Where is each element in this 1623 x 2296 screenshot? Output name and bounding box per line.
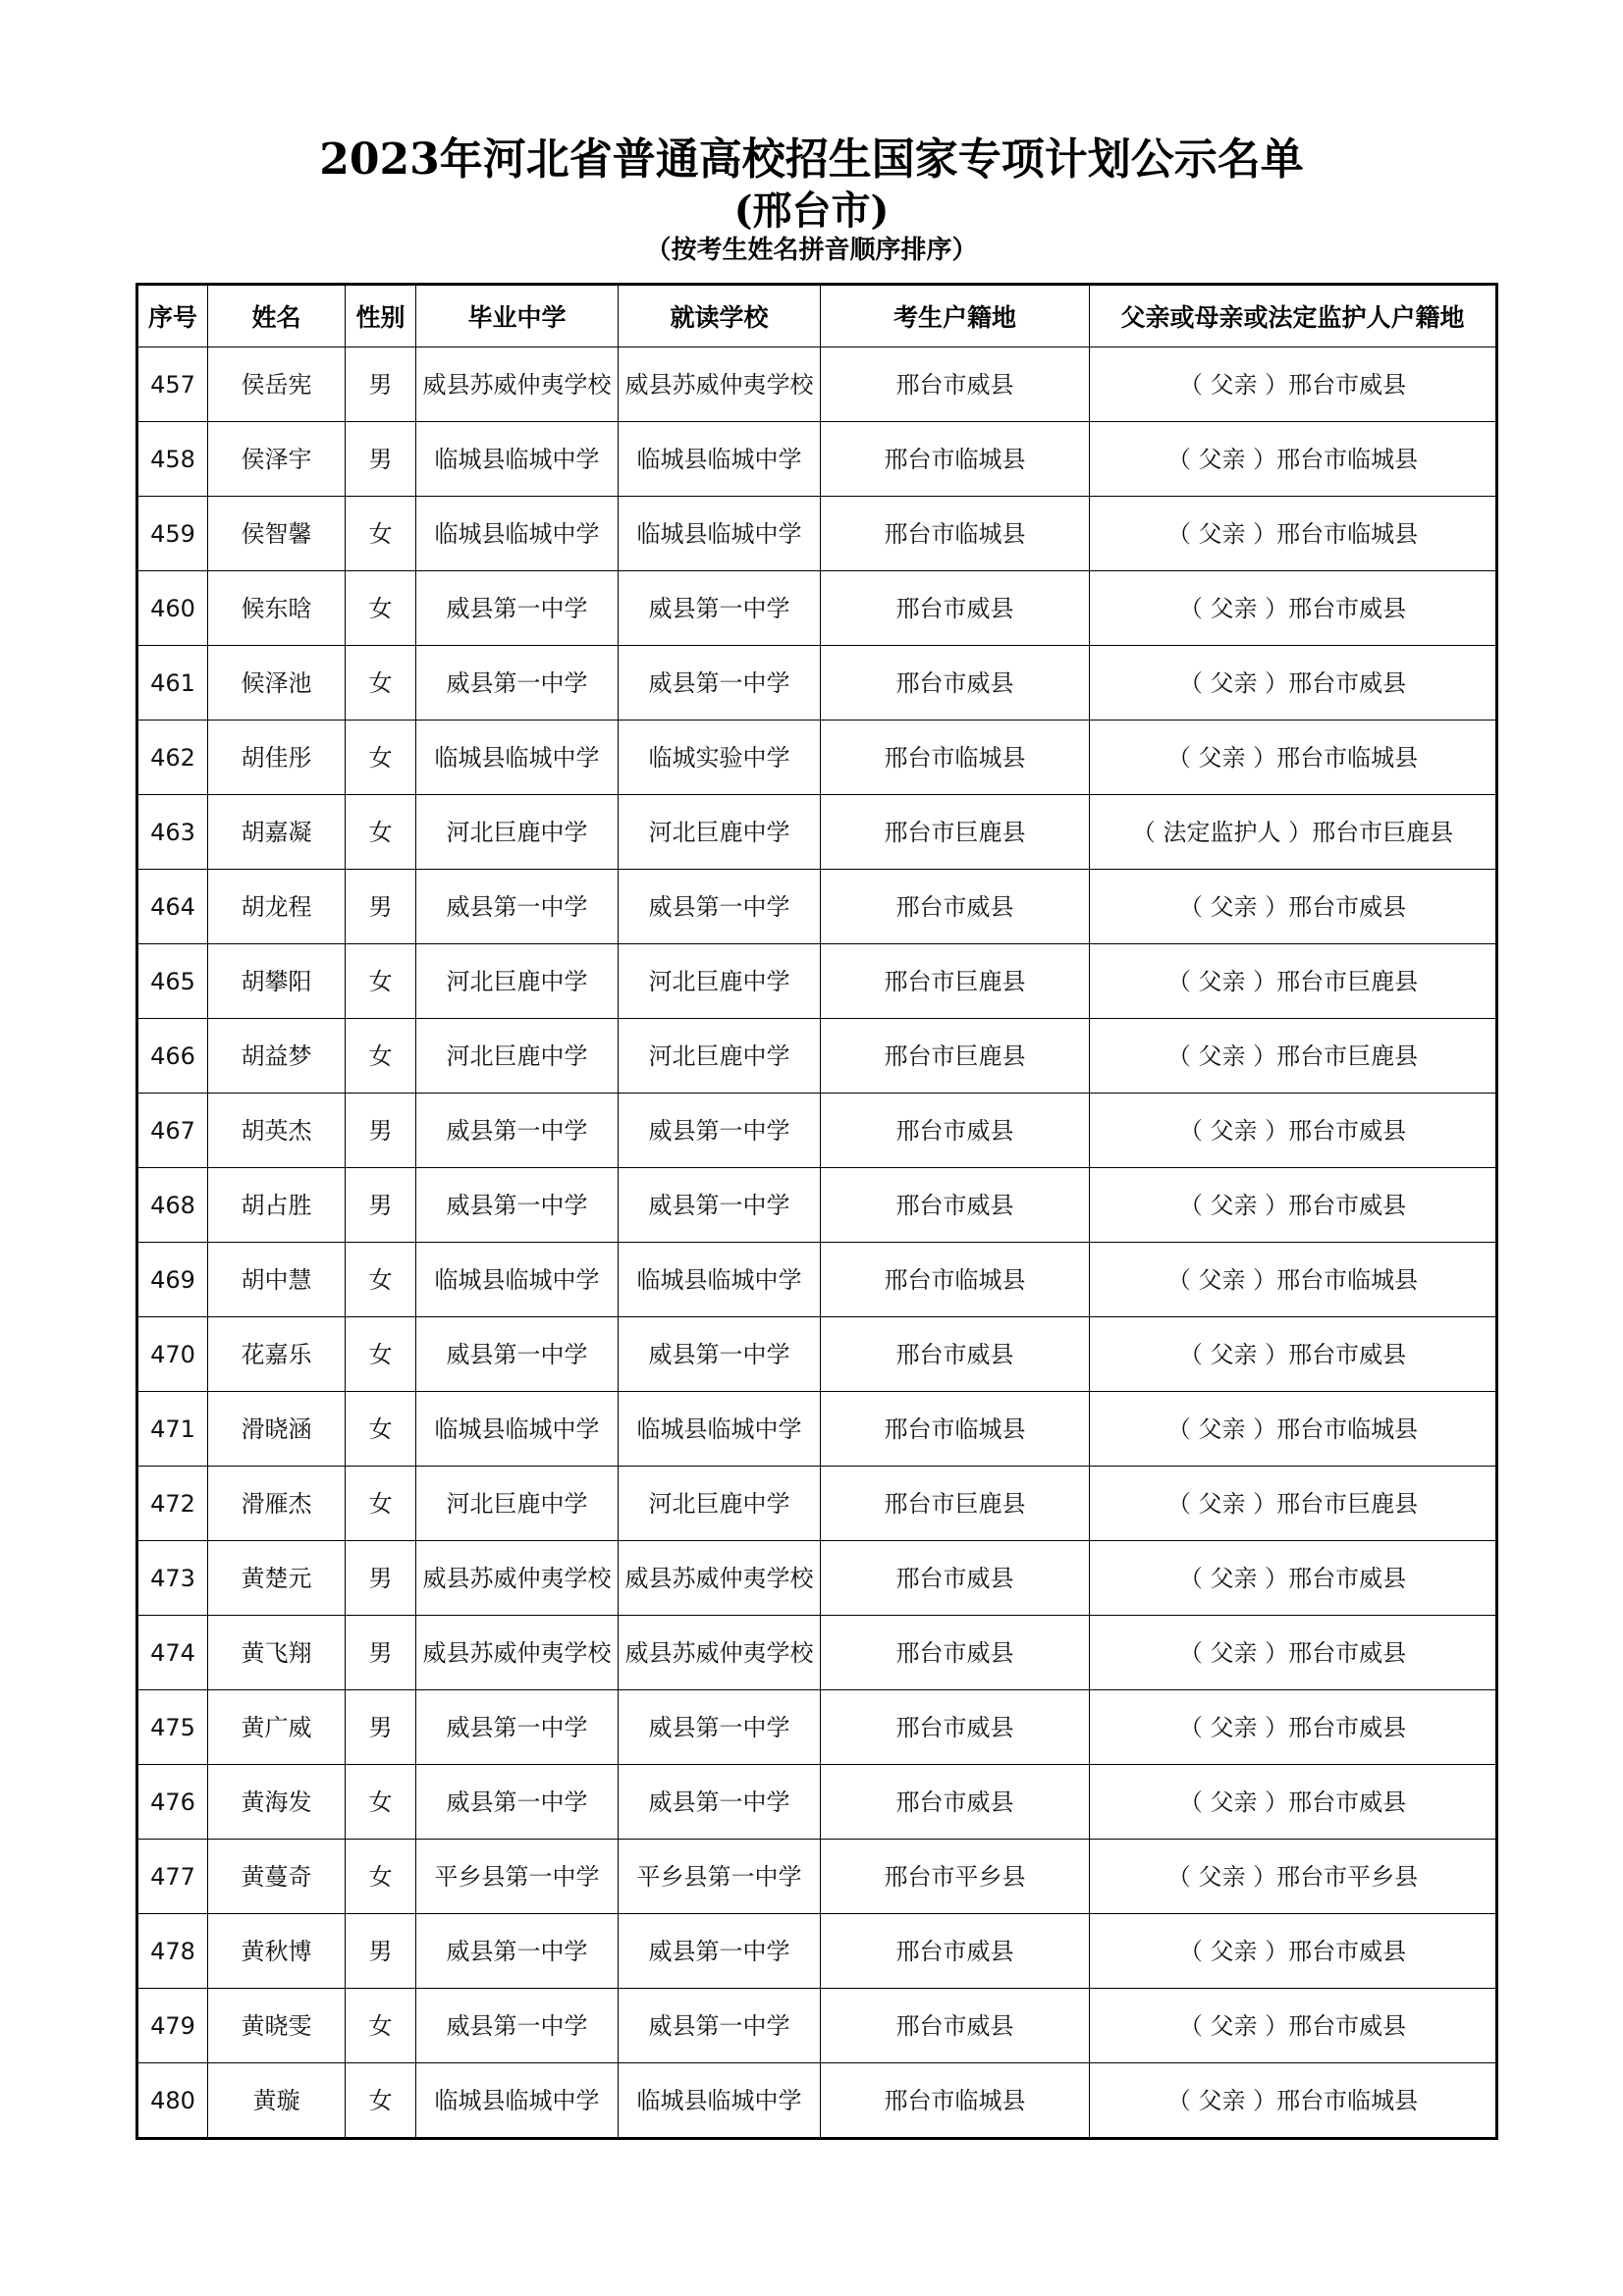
- current-school-cell: 威县第一中学: [619, 870, 821, 944]
- graduation-school-cell: 临城县临城中学: [416, 497, 619, 571]
- current-school-cell: 威县第一中学: [619, 1094, 821, 1168]
- graduation-school-cell: 河北巨鹿中学: [416, 795, 619, 870]
- guardian-household-cell: （ 父亲 ）邢台市平乡县: [1090, 1840, 1497, 1914]
- table-row: [137, 1392, 1497, 1467]
- table-row: [137, 1840, 1497, 1914]
- student-household-cell: 邢台市巨鹿县: [821, 1019, 1090, 1094]
- name-cell: 胡英杰: [208, 1094, 346, 1168]
- seq-cell: 474: [137, 1616, 208, 1690]
- graduation-school-cell: 威县第一中学: [416, 646, 619, 721]
- graduation-school-cell: 威县第一中学: [416, 1317, 619, 1392]
- table-row: [137, 1690, 1497, 1765]
- student-household-cell: 邢台市威县: [821, 1094, 1090, 1168]
- graduation-school-cell: 临城县临城中学: [416, 1392, 619, 1467]
- seq-cell: 466: [137, 1019, 208, 1094]
- student-household-cell: 邢台市威县: [821, 1616, 1090, 1690]
- student-household-cell: 邢台市威县: [821, 646, 1090, 721]
- current-school-cell: 河北巨鹿中学: [619, 795, 821, 870]
- current-school-cell: 威县第一中学: [619, 1168, 821, 1243]
- gender-cell: 女: [346, 1317, 416, 1392]
- table-row: [137, 1019, 1497, 1094]
- name-cell: 胡益梦: [208, 1019, 346, 1094]
- gender-cell: 女: [346, 1467, 416, 1541]
- header-name: 姓名: [208, 285, 346, 347]
- student-household-cell: 邢台市临城县: [821, 1243, 1090, 1317]
- current-school-cell: 临城实验中学: [619, 721, 821, 795]
- gender-cell: 男: [346, 1094, 416, 1168]
- seq-cell: 470: [137, 1317, 208, 1392]
- header-student-household: 考生户籍地: [821, 285, 1090, 347]
- guardian-household-cell: （ 父亲 ）邢台市临城县: [1090, 2063, 1497, 2139]
- admission-list-table: [135, 283, 1498, 2140]
- table-row: [137, 2063, 1497, 2139]
- guardian-household-cell: （ 父亲 ）邢台市威县: [1090, 870, 1497, 944]
- name-cell: 花嘉乐: [208, 1317, 346, 1392]
- current-school-cell: 威县苏威仲夷学校: [619, 1541, 821, 1616]
- guardian-household-cell: （ 父亲 ）邢台市临城县: [1090, 1392, 1497, 1467]
- gender-cell: 男: [346, 1541, 416, 1616]
- current-school-cell: 河北巨鹿中学: [619, 1467, 821, 1541]
- table-row: [137, 646, 1497, 721]
- name-cell: 黄晓雯: [208, 1989, 346, 2063]
- student-household-cell: 邢台市巨鹿县: [821, 795, 1090, 870]
- guardian-household-cell: （ 父亲 ）邢台市威县: [1090, 571, 1497, 646]
- document-subtitle: (邢台市): [733, 187, 890, 234]
- name-cell: 黄楚元: [208, 1541, 346, 1616]
- graduation-school-cell: 威县第一中学: [416, 1989, 619, 2063]
- graduation-school-cell: 临城县临城中学: [416, 2063, 619, 2139]
- document-title: 2023年河北省普通高校招生国家专项计划公示名单: [319, 134, 1304, 185]
- seq-cell: 477: [137, 1840, 208, 1914]
- graduation-school-cell: 威县第一中学: [416, 1765, 619, 1840]
- gender-cell: 女: [346, 571, 416, 646]
- student-household-cell: 邢台市威县: [821, 1690, 1090, 1765]
- seq-cell: 463: [137, 795, 208, 870]
- guardian-household-cell: （ 父亲 ）邢台市威县: [1090, 1690, 1497, 1765]
- seq-cell: 471: [137, 1392, 208, 1467]
- student-household-cell: 邢台市临城县: [821, 1392, 1090, 1467]
- student-household-cell: 邢台市临城县: [821, 422, 1090, 497]
- graduation-school-cell: 河北巨鹿中学: [416, 1467, 619, 1541]
- table-row: [137, 1616, 1497, 1690]
- student-household-cell: 邢台市威县: [821, 1765, 1090, 1840]
- student-household-cell: 邢台市巨鹿县: [821, 944, 1090, 1019]
- seq-cell: 472: [137, 1467, 208, 1541]
- seq-cell: 465: [137, 944, 208, 1019]
- guardian-household-cell: （ 父亲 ）邢台市威县: [1090, 1914, 1497, 1989]
- student-household-cell: 邢台市威县: [821, 571, 1090, 646]
- name-cell: 胡攀阳: [208, 944, 346, 1019]
- graduation-school-cell: 威县第一中学: [416, 1094, 619, 1168]
- table-row: [137, 870, 1497, 944]
- seq-cell: 468: [137, 1168, 208, 1243]
- current-school-cell: 临城县临城中学: [619, 1243, 821, 1317]
- graduation-school-cell: 河北巨鹿中学: [416, 944, 619, 1019]
- current-school-cell: 威县苏威仲夷学校: [619, 1616, 821, 1690]
- current-school-cell: 临城县临城中学: [619, 2063, 821, 2139]
- gender-cell: 女: [346, 497, 416, 571]
- graduation-school-cell: 威县第一中学: [416, 571, 619, 646]
- gender-cell: 女: [346, 2063, 416, 2139]
- seq-cell: 462: [137, 721, 208, 795]
- current-school-cell: 威县第一中学: [619, 571, 821, 646]
- graduation-school-cell: 威县苏威仲夷学校: [416, 1616, 619, 1690]
- student-household-cell: 邢台市威县: [821, 1317, 1090, 1392]
- header-guardian-household: 父亲或母亲或法定监护人户籍地: [1090, 285, 1497, 347]
- table-row: [137, 1541, 1497, 1616]
- table-row: [137, 1914, 1497, 1989]
- name-cell: 胡占胜: [208, 1168, 346, 1243]
- name-cell: 候东晗: [208, 571, 346, 646]
- current-school-cell: 威县第一中学: [619, 1317, 821, 1392]
- gender-cell: 男: [346, 870, 416, 944]
- seq-cell: 464: [137, 870, 208, 944]
- gender-cell: 男: [346, 1690, 416, 1765]
- name-cell: 胡佳彤: [208, 721, 346, 795]
- table-body: [137, 347, 1497, 2139]
- student-household-cell: 邢台市威县: [821, 1541, 1090, 1616]
- name-cell: 滑雁杰: [208, 1467, 346, 1541]
- guardian-household-cell: （ 父亲 ）邢台市威县: [1090, 347, 1497, 422]
- student-household-cell: 邢台市威县: [821, 870, 1090, 944]
- table-row: [137, 347, 1497, 422]
- name-cell: 胡嘉凝: [208, 795, 346, 870]
- table-row: [137, 1467, 1497, 1541]
- sort-note: （按考生姓名拼音顺序排序）: [645, 236, 978, 265]
- gender-cell: 女: [346, 1765, 416, 1840]
- student-household-cell: 邢台市威县: [821, 1168, 1090, 1243]
- gender-cell: 男: [346, 347, 416, 422]
- gender-cell: 女: [346, 721, 416, 795]
- table-row: [137, 422, 1497, 497]
- student-household-cell: 邢台市临城县: [821, 497, 1090, 571]
- gender-cell: 女: [346, 1243, 416, 1317]
- table-row: [137, 1765, 1497, 1840]
- graduation-school-cell: 河北巨鹿中学: [416, 1019, 619, 1094]
- student-household-cell: 邢台市平乡县: [821, 1840, 1090, 1914]
- seq-cell: 459: [137, 497, 208, 571]
- seq-cell: 469: [137, 1243, 208, 1317]
- name-cell: 黄广威: [208, 1690, 346, 1765]
- seq-cell: 460: [137, 571, 208, 646]
- table-row: [137, 1168, 1497, 1243]
- table-row: [137, 795, 1497, 870]
- graduation-school-cell: 威县第一中学: [416, 1690, 619, 1765]
- guardian-household-cell: （ 父亲 ）邢台市威县: [1090, 646, 1497, 721]
- student-household-cell: 邢台市威县: [821, 1914, 1090, 1989]
- name-cell: 黄蔓奇: [208, 1840, 346, 1914]
- guardian-household-cell: （ 父亲 ）邢台市威县: [1090, 1616, 1497, 1690]
- name-cell: 胡中慧: [208, 1243, 346, 1317]
- graduation-school-cell: 威县第一中学: [416, 1168, 619, 1243]
- guardian-household-cell: （ 父亲 ）邢台市临城县: [1090, 1243, 1497, 1317]
- current-school-cell: 平乡县第一中学: [619, 1840, 821, 1914]
- table-row: [137, 944, 1497, 1019]
- gender-cell: 女: [346, 1019, 416, 1094]
- header-seq: 序号: [137, 285, 208, 347]
- guardian-household-cell: （ 父亲 ）邢台市威县: [1090, 1989, 1497, 2063]
- guardian-household-cell: （ 父亲 ）邢台市威县: [1090, 1541, 1497, 1616]
- gender-cell: 女: [346, 1989, 416, 2063]
- table-row: [137, 497, 1497, 571]
- name-cell: 侯智馨: [208, 497, 346, 571]
- guardian-household-cell: （ 父亲 ）邢台市临城县: [1090, 721, 1497, 795]
- seq-cell: 476: [137, 1765, 208, 1840]
- table-row: [137, 1317, 1497, 1392]
- student-household-cell: 邢台市威县: [821, 1989, 1090, 2063]
- guardian-household-cell: （ 父亲 ）邢台市威县: [1090, 1094, 1497, 1168]
- gender-cell: 男: [346, 1616, 416, 1690]
- seq-cell: 461: [137, 646, 208, 721]
- current-school-cell: 威县第一中学: [619, 1914, 821, 1989]
- graduation-school-cell: 威县第一中学: [416, 870, 619, 944]
- graduation-school-cell: 临城县临城中学: [416, 1243, 619, 1317]
- current-school-cell: 威县第一中学: [619, 1765, 821, 1840]
- table-row: [137, 721, 1497, 795]
- seq-cell: 458: [137, 422, 208, 497]
- name-cell: 黄飞翔: [208, 1616, 346, 1690]
- name-cell: 候泽池: [208, 646, 346, 721]
- guardian-household-cell: （ 父亲 ）邢台市巨鹿县: [1090, 1019, 1497, 1094]
- gender-cell: 女: [346, 795, 416, 870]
- student-household-cell: 邢台市威县: [821, 347, 1090, 422]
- name-cell: 侯岳宪: [208, 347, 346, 422]
- seq-cell: 467: [137, 1094, 208, 1168]
- graduation-school-cell: 威县苏威仲夷学校: [416, 347, 619, 422]
- table-row: [137, 1243, 1497, 1317]
- name-cell: 胡龙程: [208, 870, 346, 944]
- gender-cell: 女: [346, 1392, 416, 1467]
- gender-cell: 男: [346, 1168, 416, 1243]
- table-row: [137, 1989, 1497, 2063]
- current-school-cell: 威县第一中学: [619, 646, 821, 721]
- table-row: [137, 1094, 1497, 1168]
- guardian-household-cell: （ 父亲 ）邢台市威县: [1090, 1317, 1497, 1392]
- header-current-school: 就读学校: [619, 285, 821, 347]
- name-cell: 黄秋博: [208, 1914, 346, 1989]
- current-school-cell: 临城县临城中学: [619, 422, 821, 497]
- name-cell: 滑晓涵: [208, 1392, 346, 1467]
- gender-cell: 女: [346, 944, 416, 1019]
- graduation-school-cell: 临城县临城中学: [416, 721, 619, 795]
- guardian-household-cell: （ 父亲 ）邢台市临城县: [1090, 497, 1497, 571]
- seq-cell: 480: [137, 2063, 208, 2139]
- name-cell: 黄海发: [208, 1765, 346, 1840]
- current-school-cell: 临城县临城中学: [619, 1392, 821, 1467]
- graduation-school-cell: 威县苏威仲夷学校: [416, 1541, 619, 1616]
- gender-cell: 男: [346, 1914, 416, 1989]
- gender-cell: 男: [346, 422, 416, 497]
- guardian-household-cell: （ 法定监护人 ）邢台市巨鹿县: [1090, 795, 1497, 870]
- table-row: [137, 571, 1497, 646]
- current-school-cell: 威县苏威仲夷学校: [619, 347, 821, 422]
- guardian-household-cell: （ 父亲 ）邢台市巨鹿县: [1090, 1467, 1497, 1541]
- current-school-cell: 临城县临城中学: [619, 497, 821, 571]
- seq-cell: 478: [137, 1914, 208, 1989]
- current-school-cell: 威县第一中学: [619, 1690, 821, 1765]
- guardian-household-cell: （ 父亲 ）邢台市威县: [1090, 1168, 1497, 1243]
- student-household-cell: 邢台市临城县: [821, 2063, 1090, 2139]
- table-header-row: [137, 285, 1497, 347]
- guardian-household-cell: （ 父亲 ）邢台市临城县: [1090, 422, 1497, 497]
- seq-cell: 479: [137, 1989, 208, 2063]
- name-cell: 黄璇: [208, 2063, 346, 2139]
- guardian-household-cell: （ 父亲 ）邢台市威县: [1090, 1765, 1497, 1840]
- graduation-school-cell: 平乡县第一中学: [416, 1840, 619, 1914]
- student-household-cell: 邢台市巨鹿县: [821, 1467, 1090, 1541]
- student-household-cell: 邢台市临城县: [821, 721, 1090, 795]
- seq-cell: 473: [137, 1541, 208, 1616]
- seq-cell: 475: [137, 1690, 208, 1765]
- current-school-cell: 威县第一中学: [619, 1989, 821, 2063]
- gender-cell: 女: [346, 1840, 416, 1914]
- name-cell: 侯泽宇: [208, 422, 346, 497]
- graduation-school-cell: 威县第一中学: [416, 1914, 619, 1989]
- current-school-cell: 河北巨鹿中学: [619, 944, 821, 1019]
- header-gender: 性别: [346, 285, 416, 347]
- header-graduation-school: 毕业中学: [416, 285, 619, 347]
- gender-cell: 女: [346, 646, 416, 721]
- seq-cell: 457: [137, 347, 208, 422]
- current-school-cell: 河北巨鹿中学: [619, 1019, 821, 1094]
- guardian-household-cell: （ 父亲 ）邢台市巨鹿县: [1090, 944, 1497, 1019]
- graduation-school-cell: 临城县临城中学: [416, 422, 619, 497]
